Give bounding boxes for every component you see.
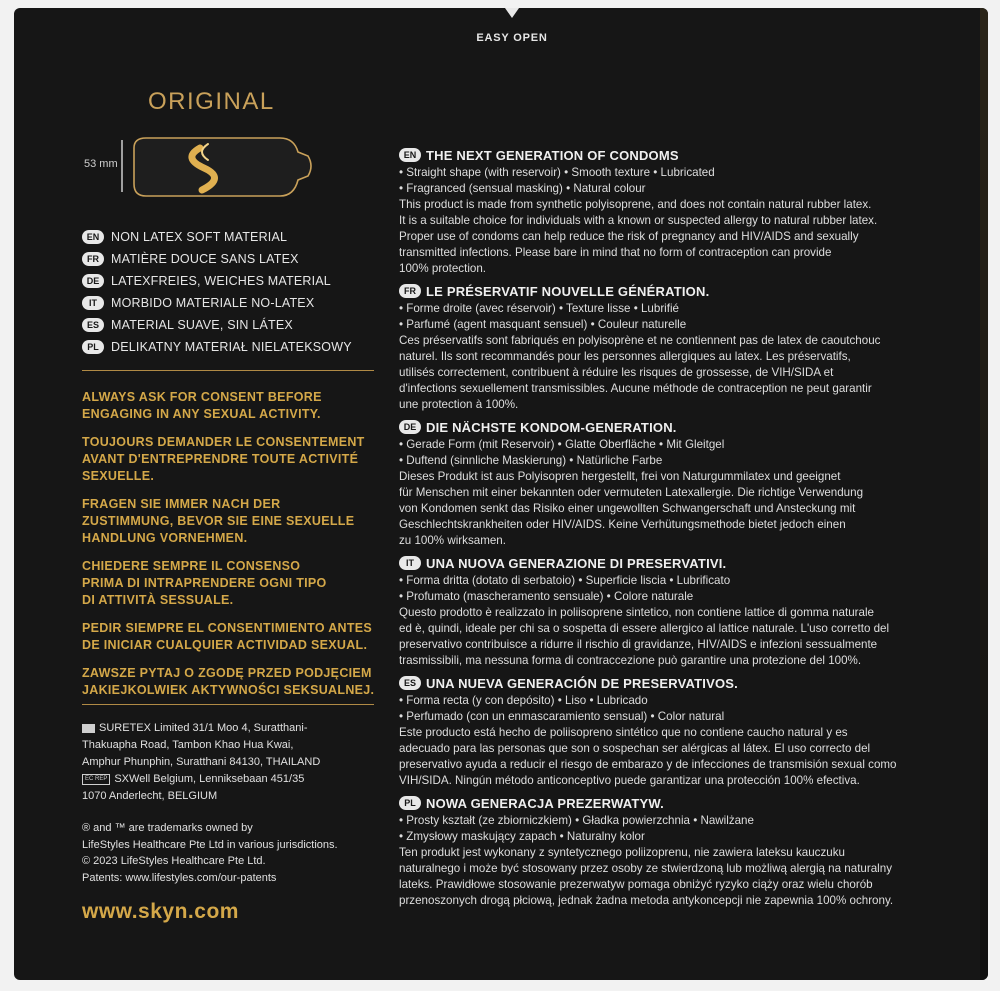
language-badge: IT [82, 296, 104, 310]
section-title: LE PRÉSERVATIF NOUVELLE GÉNÉRATION. [426, 283, 710, 299]
consent-paragraph [82, 558, 382, 609]
language-badge: EN [399, 148, 421, 162]
language-section [399, 793, 979, 909]
material-text: NON LATEX SOFT MATERIAL [111, 230, 288, 244]
section-heading [399, 145, 979, 165]
consent-line: PRIMA DI INTRAPRENDERE OGNI TIPO [82, 576, 327, 590]
language-badge: EN [82, 230, 104, 244]
material-item [82, 270, 382, 292]
section-line: It is a suitable choice for individuals with a known or suspected allergy to natural rubber latex. [399, 214, 878, 227]
section-line: • Prosty kształt (ze zbiorniczkiem) • Gładka powierzchnia • Nawilżane [399, 814, 754, 827]
consent-paragraph [82, 389, 382, 423]
language-badge: IT [399, 556, 421, 570]
gold-divider [82, 370, 374, 371]
section-line: trasmissibili, ma nessuna forma di contraccezione può garantire una protezione del 100%. [399, 654, 862, 667]
section-line: für Menschen mit einer bekannten oder vermuteten Latexallergie. Die richtige Verwendung [399, 486, 864, 499]
section-line: • Gerade Form (mit Reservoir) • Glatte Oberfläche • Mit Gleitgel [399, 438, 725, 451]
material-text: DELIKATNY MATERIAŁ NIELATEKSOWY [111, 340, 352, 354]
consent-line: CHIEDERE SEMPRE IL CONSENSO [82, 559, 301, 573]
consent-line: ZAWSZE PYTAJ O ZGODĘ PRZED PODJĘCIEM [82, 666, 372, 680]
section-line: • Profumato (mascheramento sensuale) • Colore naturale [399, 590, 694, 603]
section-line: transmitted infections. Please bare in mind that no form of contraception can provide [399, 246, 832, 259]
section-heading [399, 673, 979, 693]
section-line: une protection à 100%. [399, 398, 519, 411]
website-link[interactable]: www.skyn.com [82, 900, 239, 923]
section-line: d'infections sexuellement transmissibles. Aucune méthode de contraception ne peut garantir [399, 382, 872, 395]
easy-open-label: EASY OPEN [476, 32, 548, 44]
material-text: LATEXFREIES, WEICHES MATERIAL [111, 274, 331, 288]
section-line: • Forma recta (y con depósito) • Liso • Lubricado [399, 694, 648, 707]
consent-line: ENGAGING IN ANY SEXUAL ACTIVITY. [82, 407, 321, 421]
section-line: • Straight shape (with reservoir) • Smooth texture • Lubricated [399, 166, 715, 179]
language-section [399, 417, 979, 549]
section-line: naturel. Ils sont recommandés pour les personnes allergiques au latex. Les préservatifs, [399, 350, 851, 363]
section-line: 100% protection. [399, 262, 487, 275]
language-badge: FR [82, 252, 104, 266]
trademark-line: ® and ™ are trademarks owned by [82, 822, 253, 834]
section-line: • Perfumado (con un enmascaramiento sensual) • Color natural [399, 710, 725, 723]
section-line: preservativo ayuda a reducir el riesgo de embarazo y de infecciones de transmisión sexual como [399, 758, 897, 771]
language-badge: PL [399, 796, 421, 810]
material-text: MATERIAL SUAVE, SIN LÁTEX [111, 318, 293, 332]
section-line: Geschlechtskrankheiten oder HIV/AIDS. Keine Verhütungsmethode bietet jedoch einen [399, 518, 846, 531]
product-name: ORIGINAL [148, 88, 275, 115]
section-heading [399, 793, 979, 813]
section-line: lateks. Prawidłowe stosowanie prezerwatyw pomaga obniżyć ryzyko ciąży oraz wielu chorób [399, 878, 873, 891]
eu-representative: EC REP SXWell Belgium, Lenniksebaan 451/35 1070 Anderlecht, BELGIUM [82, 773, 305, 802]
section-line: • Duftend (sinnliche Maskierung) • Natürliche Farbe [399, 454, 663, 467]
material-text: MORBIDO MATERIALE NO-LATEX [111, 296, 315, 310]
section-heading [399, 281, 979, 301]
section-line: utilisés correctement, contribuent à réduire les risques de grossesse, de VIH/SIDA et [399, 366, 834, 379]
consent-line: JAKIEJKOLWIEK AKTYWNOŚCI SEKSUALNEJ. [82, 683, 375, 697]
language-section [399, 673, 979, 789]
section-heading [399, 553, 979, 573]
consent-line: PEDIR SIEMPRE EL CONSENTIMIENTO ANTES [82, 621, 373, 635]
section-line: Ces préservatifs sont fabriqués en polyisoprène et ne contiennent pas de latex de caoutchouc [399, 334, 881, 347]
consent-notice [82, 389, 382, 710]
consent-line: HANDLUNG VORNEHMEN. [82, 531, 248, 545]
package-back [14, 8, 988, 980]
consent-paragraph [82, 665, 382, 699]
language-badge: DE [82, 274, 104, 288]
consent-line: DI ATTIVITÀ SESSUALE. [82, 593, 234, 607]
trademark-info [82, 820, 382, 886]
manufacturer-info [82, 720, 382, 805]
section-title: DIE NÄCHSTE KONDOM-GENERATION. [426, 419, 677, 435]
section-line: naturalnego i może być stosowany przez osoby ze stwierdzoną lub możliwą alergią na naturalny [399, 862, 892, 875]
section-line: Este producto está hecho de poliisopreno sintético que no contiene caucho natural y es [399, 726, 848, 739]
material-item [82, 248, 382, 270]
manufacturer-address: SURETEX Limited 31/1 Moo 4, Suratthani- Thakuapha Road, Tambon Khao Hua Kwai, Amphur Phunphin, Suratthani 84130, THAILAND [82, 722, 321, 768]
section-line: Questo prodotto è realizzato in poliisoprene sintetico, non contiene lattice di gomma naturale [399, 606, 874, 619]
section-line: • Zmysłowy maskujący zapach • Naturalny kolor [399, 830, 645, 843]
language-badge: ES [399, 676, 421, 690]
section-line: Proper use of condoms can help reduce the risk of pregnancy and HIV/AIDS and sexually [399, 230, 859, 243]
consent-line: AVANT D'ENTREPRENDRE TOUTE ACTIVITÉ [82, 452, 359, 466]
consent-paragraph [82, 620, 382, 654]
section-line: adecuado para las personas que son o sospechan ser alérgicas al látex. El uso correcto del [399, 742, 871, 755]
product-description [399, 141, 979, 909]
language-section [399, 281, 979, 413]
section-line: • Fragranced (sensual masking) • Natural colour [399, 182, 646, 195]
factory-icon [82, 724, 95, 733]
section-line: zu 100% wirksamen. [399, 534, 506, 547]
consent-line: DE INICIAR CUALQUIER ACTIVIDAD SEXUAL. [82, 638, 368, 652]
section-line: von Kondomen senkt das Risiko einer ungewollten Schwangerschaft und Ansteckung mit [399, 502, 856, 515]
material-item [82, 336, 382, 358]
section-line: Ten produkt jest wykonany z syntetycznego poliizoprenu, nie zawiera lateksu kauczuku [399, 846, 845, 859]
language-badge: PL [82, 340, 104, 354]
section-line: ed è, quindi, ideale per chi sa o sospetta di essere allergico al lattice naturale. L'uso corretto del [399, 622, 890, 635]
material-item [82, 226, 382, 248]
section-heading [399, 417, 979, 437]
trademark-line: Patents: www.lifestyles.com/our-patents [82, 871, 277, 884]
size-label: 53 mm [84, 158, 118, 170]
consent-paragraph [82, 496, 382, 547]
consent-line: ALWAYS ASK FOR CONSENT BEFORE [82, 390, 322, 404]
section-title: THE NEXT GENERATION OF CONDOMS [426, 147, 679, 163]
section-line: VIH/SIDA. Ningún método anticonceptivo puede garantizar una protección 100% efectiva. [399, 774, 860, 787]
language-section [399, 145, 979, 277]
section-line: • Forma dritta (dotato di serbatoio) • Superficie liscia • Lubrificato [399, 574, 731, 587]
section-title: UNA NUEVA GENERACIÓN DE PRESERVATIVOS. [426, 675, 738, 691]
section-line: • Forme droite (avec réservoir) • Texture lisse • Lubrifié [399, 302, 679, 315]
trademark-line: © 2023 LifeStyles Healthcare Pte Ltd. [82, 855, 266, 867]
material-item [82, 292, 382, 314]
material-list [82, 226, 382, 358]
consent-line: SEXUELLE. [82, 469, 155, 483]
material-text: MATIÈRE DOUCE SANS LATEX [111, 252, 299, 266]
section-title: NOWA GENERACJA PREZERWATYW. [426, 795, 664, 811]
consent-line: FRAGEN SIE IMMER NACH DER [82, 497, 281, 511]
consent-line: ZUSTIMMUNG, BEVOR SIE EINE SEXUELLE [82, 514, 355, 528]
language-section [399, 553, 979, 669]
section-line: Dieses Produkt ist aus Polyisopren hergestellt, frei von Naturgummilatex und geeignet [399, 470, 841, 483]
section-line: preservativo contribuisce a ridurre il rischio di gravidanze, HIV/AIDS e infezioni sessualmente [399, 638, 878, 651]
material-item [82, 314, 382, 336]
easy-open-notch-icon [505, 8, 519, 18]
consent-paragraph [82, 434, 382, 485]
language-badge: DE [399, 420, 421, 434]
section-line: • Parfumé (agent masquant sensuel) • Couleur naturelle [399, 318, 687, 331]
section-line: This product is made from synthetic polyisoprene, and does not contain natural rubber latex. [399, 198, 872, 211]
language-badge: FR [399, 284, 421, 298]
language-badge: ES [82, 318, 104, 332]
condom-shape-icon [112, 126, 322, 208]
consent-line: TOUJOURS DEMANDER LE CONSENTEMENT [82, 435, 365, 449]
gold-divider [82, 704, 374, 705]
ec-rep-icon: EC REP [82, 774, 110, 785]
package-edge [980, 8, 988, 980]
section-title: UNA NUOVA GENERAZIONE DI PRESERVATIVI. [426, 555, 727, 571]
section-line: przenoszonych drogą płciową, jednak żadna metoda antykoncepcji nie zapewnia 100% ochrony. [399, 894, 894, 907]
trademark-line: LifeStyles Healthcare Pte Ltd in various jurisdictions. [82, 838, 338, 851]
